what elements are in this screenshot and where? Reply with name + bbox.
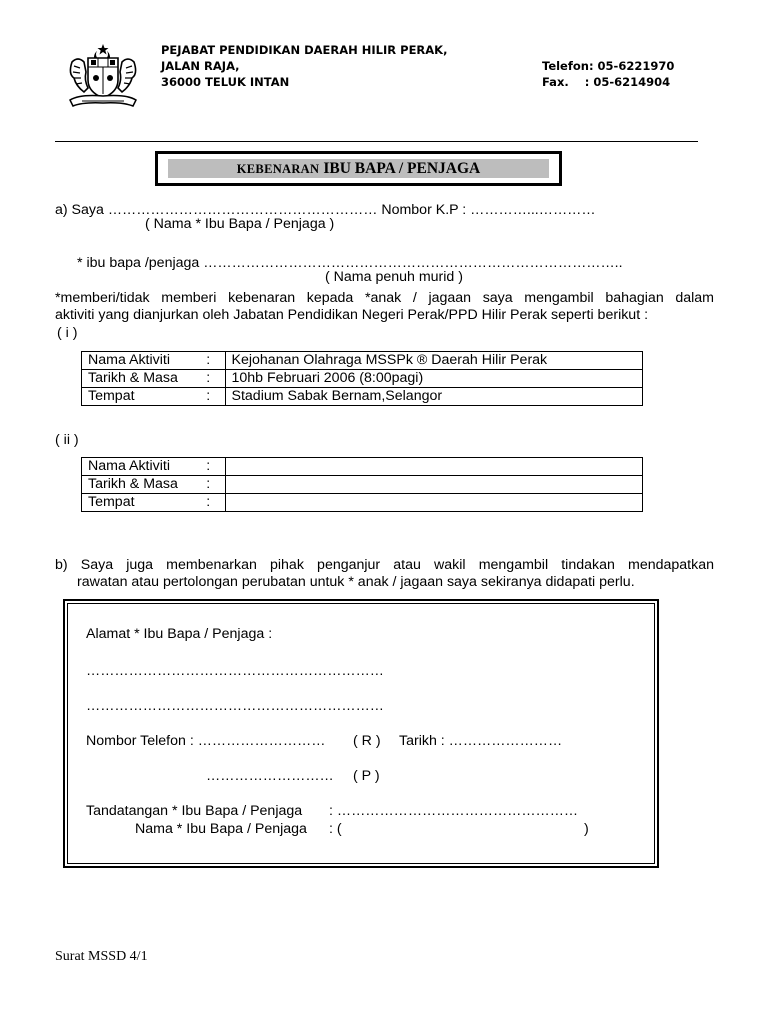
colon-separator: : xyxy=(202,388,225,406)
medical-consent-line2: rawatan atau pertolongan perubatan untuk * anak / jagaan saya sekiranya didapati perlu. xyxy=(77,574,635,590)
table-row xyxy=(82,494,643,512)
signature-label: Tandatangan * Ibu Bapa / Penjaga xyxy=(86,803,303,819)
pupil-name-line: * ibu bapa /penjaga …………………………………………………………………………….. xyxy=(77,255,623,271)
activity-venue-value: Stadium Sabak Bernam,Selangor xyxy=(225,388,642,406)
colon-separator: : xyxy=(202,476,225,494)
colon-separator: : xyxy=(202,494,225,512)
parent-name-line: a) Saya ………………………………………………… Nombor K.P : …………...………… xyxy=(55,202,596,218)
activity-venue-label: Tempat xyxy=(82,494,203,512)
activity-label-ii: ( ii ) xyxy=(55,432,79,448)
form-title-part1: KEBENARAN xyxy=(236,162,320,176)
signature-field[interactable]: : …………………………………………… xyxy=(329,803,579,819)
activity-name-label: Nama Aktiviti xyxy=(82,458,203,476)
table-row xyxy=(82,388,643,406)
date-field[interactable]: Tarikh : …………………… xyxy=(399,733,563,749)
colon-separator: : xyxy=(202,352,225,370)
address-label: Alamat * Ibu Bapa / Penjaga : xyxy=(86,626,273,642)
activity-name-value: Kejohanan Olahraga MSSPk ® Daerah Hilir Perak xyxy=(225,352,642,370)
form-title-part2: IBU BAPA / PENJAGA xyxy=(323,160,481,177)
office-postcode: 36000 TELUK INTAN xyxy=(161,75,290,89)
activity-table-ii xyxy=(81,457,643,512)
pupil-name-caption: ( Nama penuh murid ) xyxy=(325,269,463,285)
parent-name-field-close: ) xyxy=(584,821,589,837)
address-field-line2[interactable]: ……………………………………………………… xyxy=(86,698,384,714)
activity-date-value: 10hb Februari 2006 (8:00pagi) xyxy=(225,370,642,388)
colon-separator: : xyxy=(202,458,225,476)
medical-consent-line1: b) Saya juga membenarkan pihak penganjur atau wakil mengambil tindakan mendapatkan xyxy=(55,557,714,573)
phone-office-field[interactable]: ……………………… xyxy=(206,768,334,784)
consent-text-line2: aktiviti yang dianjurkan oleh Jabatan Pendidikan Negeri Perak/PPD Hilir Perak seperti berikut : xyxy=(55,307,649,323)
address-field-line1[interactable]: ……………………………………………………… xyxy=(86,663,384,679)
parent-name-caption: ( Nama * Ibu Bapa / Penjaga ) xyxy=(145,216,335,232)
table-row xyxy=(82,458,643,476)
parent-name-label: Nama * Ibu Bapa / Penjaga xyxy=(135,821,307,837)
phone-home-marker: ( R ) xyxy=(353,733,381,749)
header-divider xyxy=(55,141,698,142)
activity-label-i: ( i ) xyxy=(57,325,78,341)
table-row xyxy=(82,370,643,388)
activity-date-field[interactable] xyxy=(225,476,642,494)
office-phone: Telefon: 05-6221970 xyxy=(542,59,675,73)
activity-date-label: Tarikh & Masa xyxy=(82,476,203,494)
parent-name-field-open[interactable]: : ( xyxy=(329,821,342,837)
activity-venue-label: Tempat xyxy=(82,388,203,406)
table-row xyxy=(82,476,643,494)
form-title-box xyxy=(155,151,562,186)
activity-name-field[interactable] xyxy=(225,458,642,476)
phone-office-marker: ( P ) xyxy=(353,768,380,784)
activity-table-i xyxy=(81,351,643,406)
coat-of-arms-logo xyxy=(64,42,142,112)
colon-separator: : xyxy=(202,370,225,388)
office-name: PEJABAT PENDIDIKAN DAERAH HILIR PERAK, xyxy=(161,43,448,57)
phone-home-field[interactable]: Nombor Telefon : ……………………… xyxy=(86,733,326,749)
table-row xyxy=(82,352,643,370)
consent-text-line1: *memberi/tidak memberi kebenaran kepada *anak / jagaan saya mengambil bahagian dalam xyxy=(55,290,714,306)
activity-date-label: Tarikh & Masa xyxy=(82,370,203,388)
office-street: JALAN RAJA, xyxy=(161,59,240,73)
form-title xyxy=(168,159,549,178)
form-code: Surat MSSD 4/1 xyxy=(55,949,148,964)
activity-name-label: Nama Aktiviti xyxy=(82,352,203,370)
activity-venue-field[interactable] xyxy=(225,494,642,512)
office-fax: Fax. : 05-6214904 xyxy=(542,75,671,89)
